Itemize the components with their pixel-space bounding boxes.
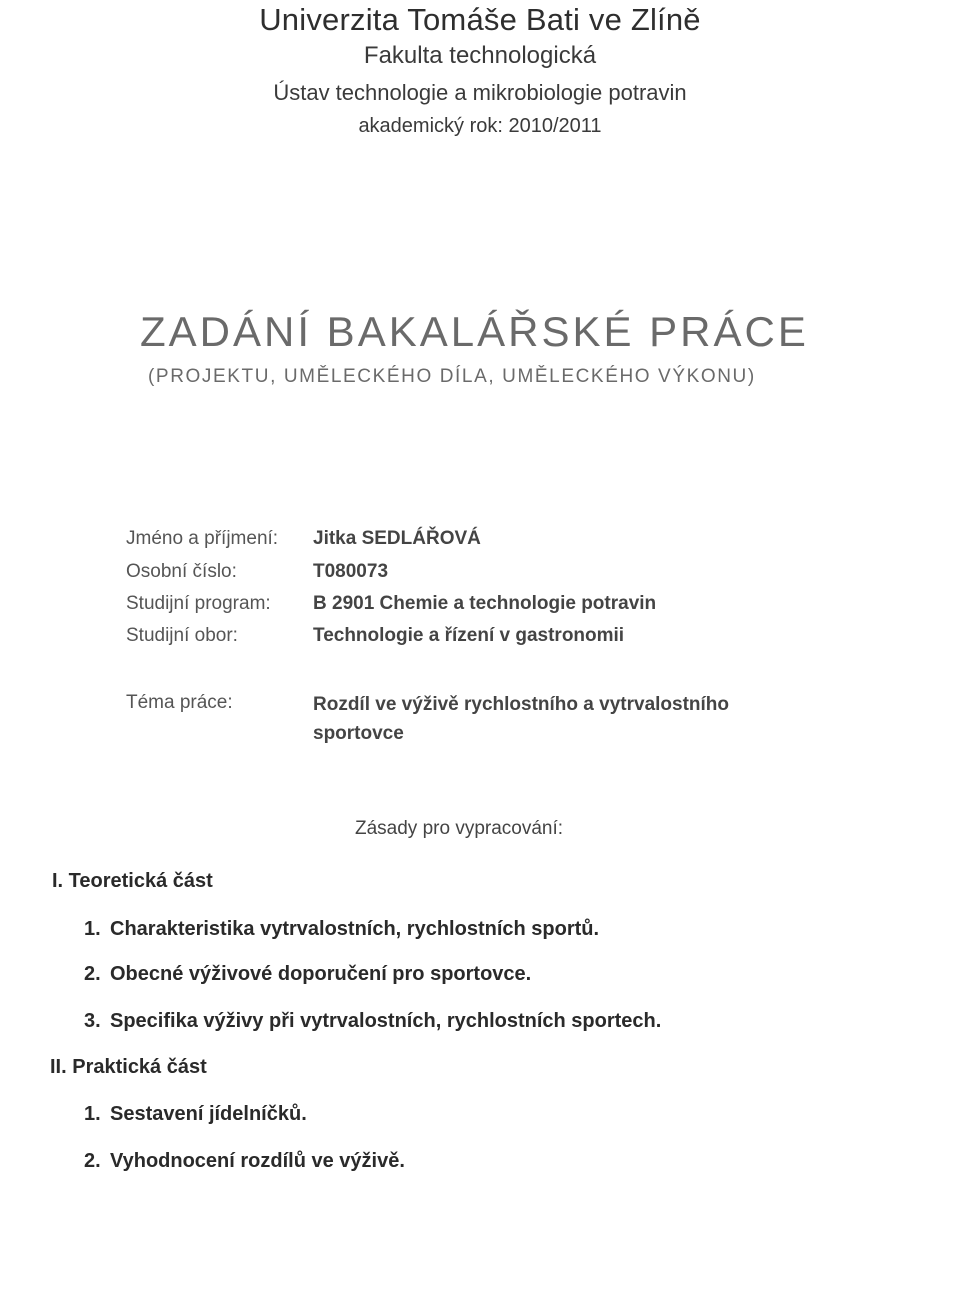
list-item (84, 1103, 307, 1126)
list-item-number: 1. (84, 918, 101, 940)
section-heading-practical: II. Praktická část (50, 1056, 207, 1078)
document-subtitle: (PROJEKTU, UMĚLECKÉHO DÍLA, UMĚLECKÉHO VÝKONU) (148, 366, 756, 387)
section-heading-theoretical: I. Teoretická část (52, 870, 213, 892)
list-item (84, 963, 531, 986)
list-item-text: Specifika výživy při vytrvalostních, rychlostních sportech. (110, 1010, 662, 1032)
list-item-number: 2. (84, 963, 101, 985)
institute-name: Ústav technologie a mikrobiologie potravin (273, 80, 687, 105)
field-value-personal-number: T080073 (313, 561, 389, 582)
document-title: ZADÁNÍ BAKALÁŘSKÉ PRÁCE (140, 308, 809, 355)
field-value-name: Jitka SEDLÁŘOVÁ (313, 528, 481, 549)
topic-line-2: sportovce (313, 723, 404, 744)
list-item (84, 1150, 405, 1173)
faculty-name: Fakulta technologická (363, 42, 597, 69)
list-item (84, 918, 599, 941)
field-label-personal-number: Osobní číslo: (126, 561, 237, 582)
academic-year: akademický rok: 2010/2011 (358, 115, 602, 137)
list-item-number: 2. (84, 1150, 101, 1172)
list-item-text: Sestavení jídelníčků. (110, 1103, 307, 1125)
field-value-topic (313, 690, 833, 748)
principles-title: Zásady pro vypracování: (355, 818, 564, 839)
list-item-number: 1. (84, 1103, 101, 1125)
field-value-study-program: B 2901 Chemie a technologie potravin (313, 593, 657, 614)
list-item-text: Vyhodnocení rozdílů ve výživě. (110, 1150, 405, 1172)
field-label-study-field: Studijní obor: (126, 625, 238, 646)
list-item-text: Charakteristika vytrvalostních, rychlostních sportů. (110, 918, 600, 940)
university-name: Univerzita Tomáše Bati ve Zlíně (259, 2, 701, 37)
topic-line-1: Rozdíl ve výživě rychlostního a vytrvalostního (313, 694, 730, 715)
list-item-number: 3. (84, 1010, 101, 1032)
field-label-name: Jméno a příjmení: (126, 528, 279, 549)
list-item (84, 1010, 661, 1033)
field-value-study-field: Technologie a řízení v gastronomii (313, 625, 625, 646)
field-label-study-program: Studijní program: (126, 593, 271, 614)
field-label-topic: Téma práce: (126, 692, 233, 713)
list-item-text: Obecné výživové doporučení pro sportovce. (110, 963, 532, 985)
